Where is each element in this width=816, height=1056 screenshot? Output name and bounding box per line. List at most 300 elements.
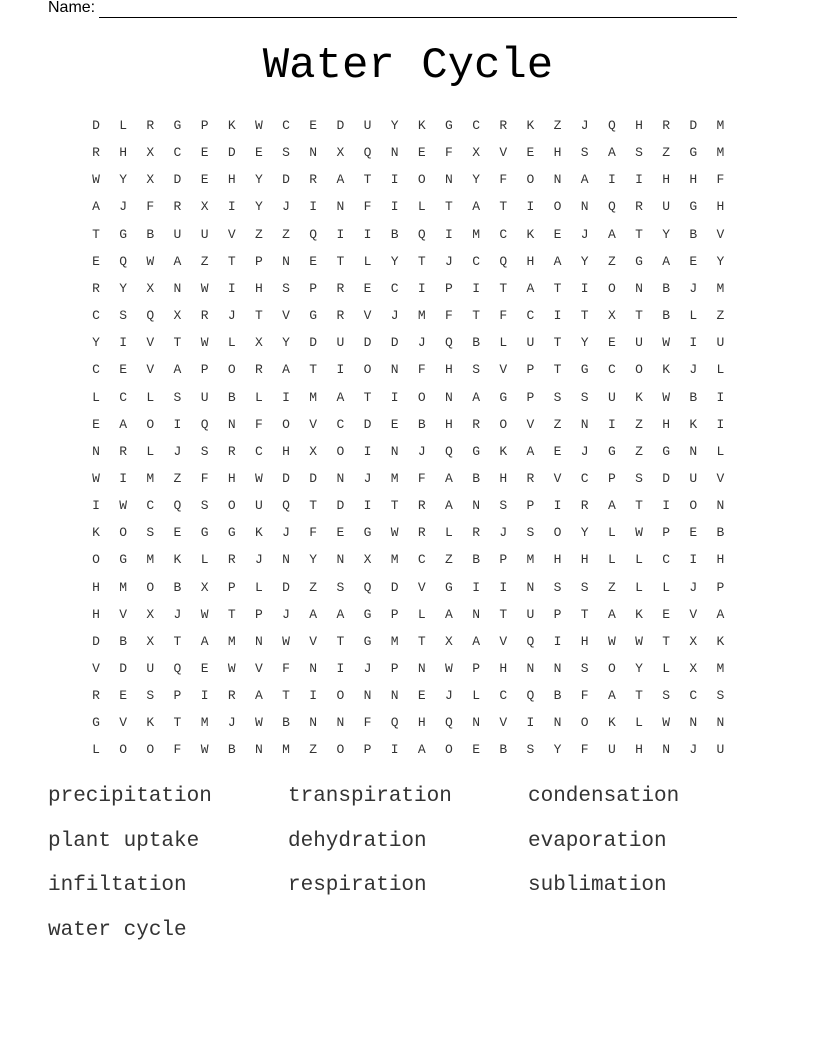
grid-letter: M bbox=[716, 145, 725, 161]
grid-letter: F bbox=[309, 525, 318, 541]
grid-letter: S bbox=[173, 389, 182, 405]
grid-letter: M bbox=[146, 552, 155, 568]
grid-letter: I bbox=[336, 226, 345, 242]
grid-letter: T bbox=[227, 606, 236, 622]
grid-letter: X bbox=[146, 172, 155, 188]
grid-letter: H bbox=[553, 145, 562, 161]
grid-letter: V bbox=[254, 661, 263, 676]
grid-letter: B bbox=[417, 416, 426, 432]
grid-letter: I bbox=[553, 498, 562, 514]
grid-letter: B bbox=[472, 470, 480, 486]
grid-letter: U bbox=[607, 742, 616, 758]
grid-letter: I bbox=[173, 416, 182, 432]
grid-letter: E bbox=[309, 118, 318, 133]
grid-letter: R bbox=[227, 443, 236, 459]
grid-letter: S bbox=[526, 525, 535, 541]
grid-letter: X bbox=[254, 335, 263, 351]
grid-letter: Y bbox=[472, 172, 480, 188]
grid-letter: T bbox=[417, 633, 426, 649]
grid-letter: S bbox=[282, 280, 290, 296]
grid-letter: O bbox=[336, 688, 345, 704]
word-bank-item: respiration bbox=[288, 874, 427, 897]
grid-letter: X bbox=[472, 145, 480, 161]
grid-letter: G bbox=[309, 308, 318, 324]
grid-letter: A bbox=[92, 199, 100, 215]
grid-letter: B bbox=[662, 308, 671, 324]
grid-letter: B bbox=[716, 525, 725, 541]
grid-letter: N bbox=[580, 416, 589, 432]
grid-letter: U bbox=[635, 335, 643, 351]
grid-letter: J bbox=[119, 199, 128, 215]
grid-letter: W bbox=[662, 715, 671, 731]
grid-letter: O bbox=[580, 715, 589, 731]
grid-letter: Y bbox=[662, 226, 671, 242]
grid-letter: P bbox=[526, 362, 535, 378]
grid-letter: P bbox=[716, 579, 725, 595]
grid-letter: F bbox=[173, 742, 182, 758]
grid-letter: I bbox=[309, 199, 318, 215]
grid-letter: O bbox=[146, 579, 155, 595]
grid-letter: N bbox=[390, 443, 399, 459]
grid-letter: O bbox=[553, 199, 562, 215]
grid-letter: L bbox=[499, 335, 508, 351]
grid-letter: R bbox=[635, 199, 643, 215]
grid-letter: I bbox=[716, 389, 725, 405]
grid-letter: V bbox=[119, 715, 128, 731]
grid-letter: S bbox=[200, 443, 209, 459]
grid-letter: I bbox=[417, 280, 426, 296]
grid-letter: K bbox=[499, 443, 508, 459]
grid-letter: W bbox=[254, 470, 263, 486]
grid-letter: N bbox=[254, 742, 263, 758]
grid-letter: N bbox=[336, 552, 345, 568]
grid-letter: Q bbox=[363, 579, 372, 595]
grid-letter: R bbox=[92, 688, 100, 704]
grid-letter: G bbox=[445, 579, 453, 595]
grid-letter: Q bbox=[499, 253, 508, 269]
grid-letter: X bbox=[309, 443, 318, 459]
grid-letter: R bbox=[309, 172, 318, 188]
grid-letter: X bbox=[146, 606, 155, 622]
grid-letter: I bbox=[716, 416, 725, 432]
grid-letter: J bbox=[445, 253, 453, 269]
grid-letter: Y bbox=[282, 335, 290, 351]
grid-letter: D bbox=[282, 579, 290, 595]
grid-letter: K bbox=[635, 389, 643, 405]
grid-letter: S bbox=[499, 498, 508, 514]
grid-letter: G bbox=[119, 226, 128, 242]
grid-letter: G bbox=[662, 443, 671, 459]
grid-letter: I bbox=[689, 552, 698, 568]
grid-letter: E bbox=[92, 253, 100, 269]
grid-letter: R bbox=[580, 498, 589, 514]
grid-letter: A bbox=[336, 172, 345, 188]
grid-letter: L bbox=[689, 308, 698, 324]
grid-letter: K bbox=[689, 416, 698, 432]
grid-letter: L bbox=[417, 199, 426, 215]
grid-letter: P bbox=[390, 606, 399, 622]
grid-letter: S bbox=[119, 308, 128, 324]
grid-letter: G bbox=[689, 145, 698, 161]
grid-letter: F bbox=[417, 362, 426, 378]
grid-letter: V bbox=[309, 416, 318, 432]
grid-letter: U bbox=[689, 470, 698, 486]
grid-letter: R bbox=[417, 498, 426, 514]
grid-letter: D bbox=[282, 470, 290, 486]
grid-letter: E bbox=[472, 742, 480, 758]
grid-letter: C bbox=[607, 362, 616, 378]
grid-letter: H bbox=[553, 552, 562, 568]
grid-letter: S bbox=[336, 579, 345, 595]
grid-letter: I bbox=[227, 280, 236, 296]
grid-letter: W bbox=[607, 633, 616, 649]
grid-letter: T bbox=[499, 280, 508, 296]
grid-letter: N bbox=[716, 498, 725, 514]
grid-letter: M bbox=[390, 633, 399, 649]
grid-letter: Y bbox=[309, 552, 318, 568]
word-bank-item: dehydration bbox=[288, 829, 427, 853]
grid-letter: T bbox=[499, 606, 508, 622]
grid-letter: Y bbox=[580, 335, 589, 351]
grid-letter: Q bbox=[363, 145, 372, 161]
grid-letter: N bbox=[526, 661, 535, 676]
grid-letter: U bbox=[200, 389, 209, 405]
grid-letter: I bbox=[119, 335, 128, 351]
grid-letter: E bbox=[336, 525, 345, 541]
grid-letter: H bbox=[499, 661, 508, 676]
grid-letter: T bbox=[173, 715, 182, 731]
grid-letter: L bbox=[417, 606, 426, 622]
grid-letter: Y bbox=[390, 118, 399, 133]
grid-letter: L bbox=[227, 335, 236, 351]
grid-letter: D bbox=[92, 118, 100, 133]
grid-letter: K bbox=[526, 118, 535, 133]
grid-letter: X bbox=[146, 145, 155, 161]
grid-letter: V bbox=[553, 470, 562, 486]
grid-letter: L bbox=[472, 688, 480, 704]
grid-letter: M bbox=[227, 633, 236, 649]
grid-letter: T bbox=[227, 253, 236, 269]
grid-letter: K bbox=[92, 525, 100, 541]
grid-letter: L bbox=[363, 253, 372, 269]
grid-letter: O bbox=[146, 416, 155, 432]
grid-letter: R bbox=[336, 308, 345, 324]
grid-letter: Y bbox=[390, 253, 399, 269]
grid-letter: S bbox=[580, 389, 589, 405]
grid-letter: Q bbox=[445, 443, 453, 459]
grid-letter: T bbox=[92, 226, 100, 242]
grid-letter: L bbox=[200, 552, 209, 568]
grid-letter: P bbox=[227, 579, 236, 595]
grid-letter: H bbox=[635, 742, 643, 758]
grid-letter: A bbox=[607, 688, 616, 704]
grid-letter: P bbox=[607, 470, 616, 486]
grid-letter: N bbox=[336, 199, 345, 215]
grid-letter: I bbox=[445, 226, 453, 242]
grid-letter: O bbox=[635, 362, 643, 378]
grid-letter: H bbox=[227, 470, 236, 486]
grid-letter: I bbox=[553, 308, 562, 324]
grid-letter: J bbox=[580, 443, 589, 459]
grid-letter: O bbox=[336, 742, 345, 758]
grid-letter: E bbox=[173, 525, 182, 541]
grid-letter: T bbox=[635, 226, 643, 242]
grid-letter: N bbox=[309, 145, 318, 161]
grid-letter: V bbox=[499, 362, 508, 378]
grid-letter: N bbox=[390, 145, 399, 161]
grid-letter: T bbox=[309, 362, 318, 378]
grid-letter: W bbox=[200, 280, 209, 296]
grid-letter: K bbox=[417, 118, 426, 133]
grid-letter: A bbox=[472, 633, 480, 649]
grid-letter: R bbox=[336, 280, 345, 296]
grid-letter: J bbox=[390, 308, 399, 324]
grid-letter: K bbox=[227, 118, 236, 133]
grid-letter: U bbox=[146, 661, 155, 676]
grid-letter: N bbox=[390, 362, 399, 378]
grid-letter: A bbox=[336, 606, 345, 622]
grid-letter: C bbox=[173, 145, 182, 161]
grid-letter: S bbox=[716, 688, 725, 704]
grid-letter: X bbox=[689, 661, 698, 676]
grid-letter: G bbox=[472, 443, 480, 459]
grid-letter: H bbox=[92, 606, 100, 622]
grid-letter: Z bbox=[635, 416, 643, 432]
grid-letter: V bbox=[716, 226, 725, 242]
grid-letter: T bbox=[363, 389, 372, 405]
grid-letter: W bbox=[282, 633, 290, 649]
grid-letter: G bbox=[580, 362, 589, 378]
grid-letter: E bbox=[607, 335, 616, 351]
grid-letter: J bbox=[282, 199, 290, 215]
grid-letter: N bbox=[282, 253, 290, 269]
grid-letter: F bbox=[580, 742, 589, 758]
grid-letter: D bbox=[282, 172, 290, 188]
grid-letter: J bbox=[580, 118, 589, 133]
grid-letter: L bbox=[662, 661, 671, 676]
grid-letter: R bbox=[227, 688, 236, 704]
grid-letter: U bbox=[662, 199, 671, 215]
grid-letter: P bbox=[662, 525, 671, 541]
grid-letter: H bbox=[254, 280, 263, 296]
word-bank-item: precipitation bbox=[48, 785, 212, 808]
grid-letter: F bbox=[445, 145, 453, 161]
grid-letter: I bbox=[580, 280, 589, 296]
grid-letter: Z bbox=[173, 470, 182, 486]
grid-letter: P bbox=[472, 661, 480, 676]
grid-letter: Z bbox=[553, 118, 562, 133]
grid-letter: J bbox=[173, 443, 182, 459]
name-field bbox=[48, 0, 737, 18]
grid-letter: G bbox=[363, 633, 372, 649]
grid-letter: E bbox=[662, 606, 671, 622]
grid-letter: O bbox=[553, 525, 562, 541]
grid-letter: I bbox=[526, 199, 535, 215]
grid-letter: H bbox=[662, 172, 671, 188]
grid-letter: A bbox=[526, 443, 535, 459]
grid-letter: O bbox=[146, 742, 155, 758]
grid-letter: A bbox=[607, 498, 616, 514]
grid-letter: O bbox=[445, 742, 453, 758]
grid-letter: G bbox=[227, 525, 236, 541]
grid-letter: G bbox=[689, 199, 698, 215]
grid-letter: N bbox=[445, 172, 453, 188]
grid-letter: L bbox=[607, 525, 616, 541]
grid-letter: P bbox=[390, 661, 399, 676]
grid-letter: Q bbox=[526, 633, 535, 649]
grid-letter: X bbox=[363, 552, 372, 568]
grid-letter: W bbox=[390, 525, 399, 541]
grid-letter: K bbox=[635, 606, 643, 622]
grid-letter: Y bbox=[580, 253, 589, 269]
grid-letter: B bbox=[390, 226, 399, 242]
grid-letter: Z bbox=[282, 226, 290, 242]
grid-letter: R bbox=[227, 552, 236, 568]
grid-letter: Q bbox=[119, 253, 128, 269]
grid-letter: E bbox=[390, 416, 399, 432]
grid-letter: N bbox=[553, 172, 562, 188]
grid-letter: T bbox=[553, 335, 562, 351]
grid-letter: C bbox=[254, 443, 263, 459]
grid-letter: E bbox=[689, 253, 698, 269]
grid-letter: I bbox=[200, 688, 209, 704]
grid-letter: G bbox=[635, 253, 643, 269]
grid-letter: L bbox=[254, 579, 263, 595]
grid-letter: L bbox=[254, 389, 263, 405]
grid-letter: J bbox=[445, 688, 453, 704]
grid-letter: C bbox=[499, 226, 508, 242]
grid-letter: B bbox=[146, 226, 155, 242]
grid-letter: V bbox=[146, 335, 155, 351]
grid-letter: C bbox=[472, 118, 480, 133]
grid-letter: J bbox=[580, 226, 589, 242]
grid-letter: V bbox=[499, 633, 508, 649]
grid-letter: D bbox=[92, 633, 100, 649]
grid-letter: I bbox=[363, 443, 372, 459]
grid-letter: J bbox=[689, 579, 698, 595]
grid-letter: L bbox=[635, 715, 643, 731]
grid-letter: P bbox=[173, 688, 182, 704]
grid-letter: P bbox=[445, 280, 453, 296]
grid-letter: E bbox=[200, 172, 209, 188]
grid-letter: U bbox=[716, 742, 725, 758]
grid-letter: F bbox=[417, 470, 426, 486]
grid-letter: P bbox=[526, 498, 535, 514]
grid-letter: I bbox=[92, 498, 100, 514]
grid-letter: D bbox=[173, 172, 182, 188]
grid-letter: I bbox=[499, 579, 508, 595]
grid-letter: A bbox=[607, 226, 616, 242]
grid-letter: A bbox=[662, 253, 671, 269]
grid-letter: T bbox=[662, 633, 671, 649]
grid-letter: E bbox=[417, 145, 426, 161]
grid-letter: S bbox=[580, 661, 589, 676]
grid-letter: C bbox=[580, 470, 589, 486]
grid-letter: D bbox=[336, 118, 345, 133]
grid-letter: J bbox=[282, 525, 290, 541]
grid-letter: I bbox=[390, 199, 399, 215]
grid-letter: H bbox=[445, 416, 453, 432]
grid-letter: H bbox=[580, 633, 589, 649]
grid-letter: A bbox=[173, 253, 182, 269]
grid-letter: O bbox=[417, 172, 426, 188]
grid-letter: F bbox=[146, 199, 155, 215]
grid-letter: R bbox=[472, 525, 480, 541]
grid-letter: H bbox=[526, 253, 535, 269]
grid-letter: B bbox=[689, 389, 698, 405]
grid-letter: T bbox=[173, 633, 182, 649]
grid-letter: N bbox=[662, 742, 671, 758]
grid-letter: N bbox=[363, 688, 372, 704]
grid-letter: I bbox=[363, 498, 372, 514]
grid-letter: N bbox=[472, 715, 480, 731]
grid-letter: J bbox=[417, 443, 426, 459]
grid-letter: D bbox=[119, 661, 128, 676]
grid-letter: Y bbox=[553, 742, 562, 758]
word-bank-item: infiltation bbox=[48, 874, 187, 897]
grid-letter: G bbox=[92, 715, 100, 731]
grid-letter: I bbox=[689, 335, 698, 351]
grid-letter: H bbox=[445, 362, 453, 378]
grid-letter: O bbox=[119, 525, 128, 541]
grid-letter: I bbox=[336, 362, 345, 378]
grid-letter: G bbox=[607, 443, 616, 459]
grid-letter: E bbox=[417, 688, 426, 704]
grid-letter: I bbox=[526, 715, 535, 731]
grid-letter: D bbox=[227, 145, 236, 161]
grid-letter: O bbox=[92, 552, 100, 568]
grid-letter: F bbox=[254, 416, 263, 432]
grid-letter: I bbox=[119, 470, 128, 486]
grid-letter: U bbox=[526, 606, 535, 622]
grid-letter: L bbox=[92, 389, 100, 405]
grid-letter: J bbox=[689, 362, 698, 378]
grid-letter: R bbox=[662, 118, 671, 133]
grid-letter: K bbox=[526, 226, 535, 242]
grid-letter: H bbox=[499, 470, 508, 486]
grid-letter: Z bbox=[309, 742, 318, 758]
grid-letter: M bbox=[390, 470, 399, 486]
grid-letter: C bbox=[92, 362, 100, 378]
grid-letter: D bbox=[363, 416, 372, 432]
grid-letter: T bbox=[635, 308, 643, 324]
grid-letter: Q bbox=[309, 226, 318, 242]
grid-letter: T bbox=[580, 308, 589, 324]
grid-letter: B bbox=[553, 688, 562, 704]
puzzle-title: Water Cycle bbox=[262, 41, 554, 91]
grid-letter: Y bbox=[119, 280, 128, 296]
grid-letter: T bbox=[254, 308, 263, 324]
grid-letter: J bbox=[499, 525, 508, 541]
grid-letter: T bbox=[553, 280, 562, 296]
grid-letter: N bbox=[689, 715, 698, 731]
grid-letter: N bbox=[390, 688, 399, 704]
grid-letter: N bbox=[472, 606, 480, 622]
grid-letter: M bbox=[146, 470, 155, 486]
grid-letter: P bbox=[200, 362, 209, 378]
grid-letter: I bbox=[309, 688, 318, 704]
grid-letter: S bbox=[200, 498, 209, 514]
word-bank-item: condensation bbox=[528, 785, 680, 808]
grid-letter: Q bbox=[607, 199, 616, 215]
grid-letter: T bbox=[472, 308, 480, 324]
grid-letter: O bbox=[336, 443, 345, 459]
grid-letter: O bbox=[607, 280, 616, 296]
grid-letter: A bbox=[553, 253, 562, 269]
grid-letter: S bbox=[580, 145, 589, 161]
grid-letter: B bbox=[173, 579, 182, 595]
grid-letter: T bbox=[282, 688, 290, 704]
